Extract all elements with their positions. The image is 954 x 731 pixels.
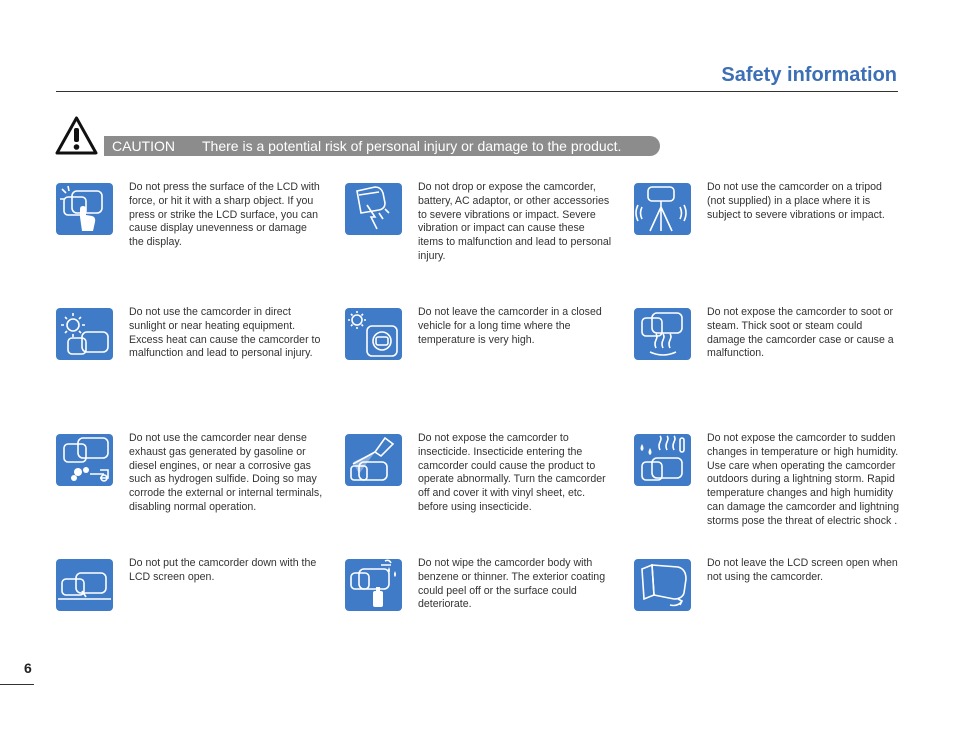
steam-icon xyxy=(634,308,691,360)
safety-item-text: Do not use the camcorder on a tripod (not supplied) in a place where it is subject to severe vibrations or impact. xyxy=(707,181,885,221)
insecticide-icon xyxy=(345,434,402,486)
safety-item-text: Do not expose the camcorder to soot or steam. Thick soot or steam could damage the camcorder case or cause a malfunction. xyxy=(707,306,894,360)
lcd-press-icon xyxy=(56,183,113,235)
sunlight-icon xyxy=(56,308,113,360)
safety-item-text: Do not expose the camcorder to sudden changes in temperature or high humidity. Use care when operating the camcorder outdoors during a lightning storm. Rapid temperature changes and high humidity can damage the camcorder and lightning storms pose the threat of electric shock . xyxy=(707,432,899,527)
humidity-icon xyxy=(634,434,691,486)
caution-label: CAUTION xyxy=(112,138,175,154)
drop-impact-icon xyxy=(345,183,402,235)
lcd-open-icon xyxy=(634,559,691,611)
safety-item-text: Do not expose the camcorder to insecticide. Insecticide entering the camcorder could cause the product to operate abnormally. Turn the camcorder off and cover it with vinyl sheet, etc. before using insecticide. xyxy=(418,432,606,513)
safety-item-text: Do not use the camcorder near dense exhaust gas generated by gasoline or diesel engines, or near a corrosive gas such as hydrogen sulfide. Doing so may corrode the external or internal terminals, disabling normal operation. xyxy=(129,432,323,513)
benzene-icon xyxy=(345,559,402,611)
tripod-vibration-icon xyxy=(634,183,691,235)
safety-item-text: Do not leave the LCD screen open when not using the camcorder. xyxy=(707,557,898,583)
page-number: 6 xyxy=(24,660,32,676)
exhaust-gas-icon xyxy=(56,434,113,486)
caution-banner xyxy=(104,136,660,156)
page-title: Safety information xyxy=(721,64,897,86)
safety-item-text: Do not leave the camcorder in a closed vehicle for a long time where the temperature is very high. xyxy=(418,306,602,346)
lcd-down-icon xyxy=(56,559,113,611)
warning-triangle-icon xyxy=(55,116,98,156)
page-number-rule xyxy=(0,684,34,685)
safety-item-text: Do not wipe the camcorder body with benzene or thinner. The exterior coating could peel off or the surface could deteriorate. xyxy=(418,557,606,611)
caution-text: There is a potential risk of personal injury or damage to the product. xyxy=(202,138,622,154)
safety-item-text: Do not use the camcorder in direct sunlight or near heating equipment. Excess heat can cause the camcorder to malfunction and lead to personal injury. xyxy=(129,306,321,360)
safety-item-text: Do not put the camcorder down with the LCD screen open. xyxy=(129,557,317,583)
safety-item-text: Do not drop or expose the camcorder, battery, AC adaptor, or other accessories to severe vibrations or impact. Severe vibration or impact can cause these items to malfunction and lead to personal injury. xyxy=(418,181,612,262)
safety-item-text: Do not press the surface of the LCD with force, or hit it with a sharp object. If you press or strike the LCD surface, you can cause display unevenness or damage the display. xyxy=(129,181,320,249)
closed-vehicle-icon xyxy=(345,308,402,360)
title-divider xyxy=(56,91,898,92)
